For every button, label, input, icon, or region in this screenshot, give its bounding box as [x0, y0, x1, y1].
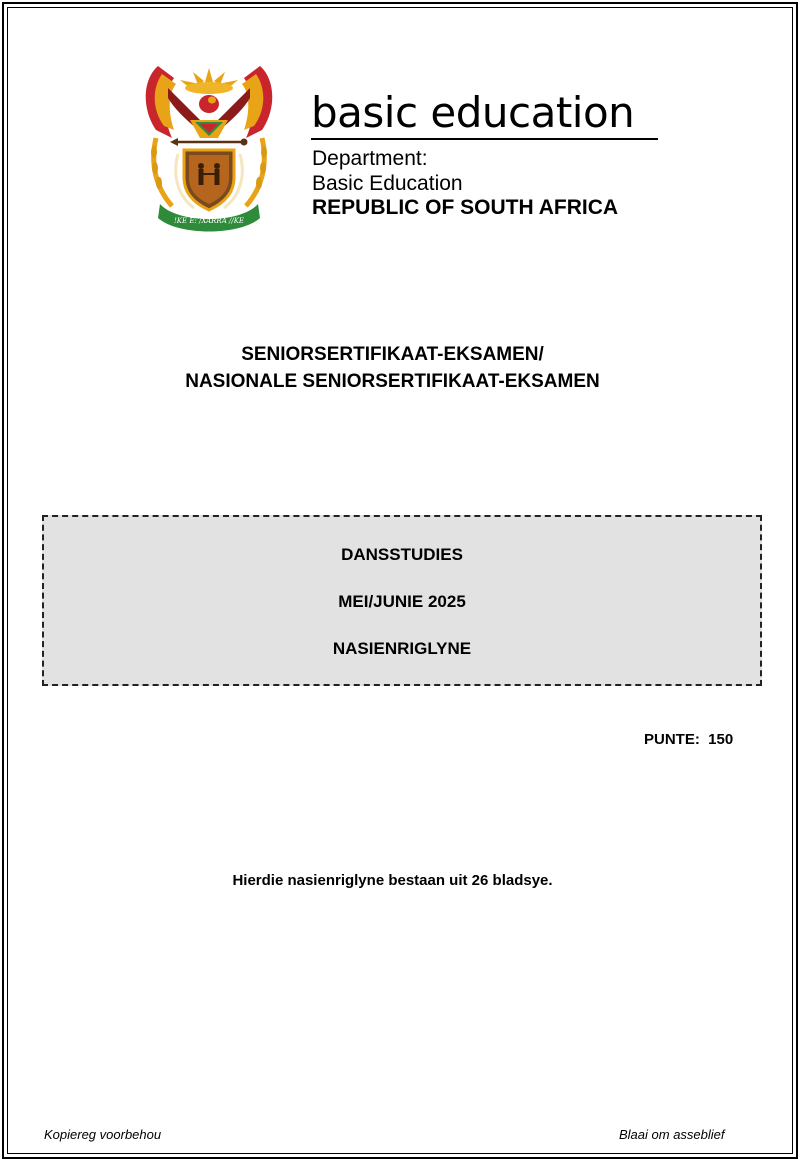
department-label: Department: [312, 147, 428, 170]
total-marks: PUNTE: 150 [644, 731, 734, 748]
footer-turn-page: Blaai om asseblief [619, 1127, 725, 1142]
document-type: NASIENRIGLYNE [332, 639, 472, 658]
crest-motto: !KE E: /XARRA //KE [173, 217, 245, 225]
brand-title: basic education [311, 88, 635, 137]
department-name: Basic Education [312, 172, 463, 195]
footer-copyright: Kopiereg voorbehou [44, 1127, 162, 1142]
exam-title-line-2: NASIONALE SENIORSERTIFIKAAT-EKSAMEN [185, 371, 600, 392]
subject-title: DANSSTUDIES [341, 545, 463, 564]
exam-title-line-1: SENIORSERTIFIKAAT-EKSAMEN/ [241, 344, 544, 365]
country-name: REPUBLIC OF SOUTH AFRICA [312, 196, 619, 219]
exam-details-box [42, 515, 762, 686]
brand-rule [311, 138, 658, 140]
exam-session: MEI/JUNIE 2025 [338, 592, 466, 611]
page-count-note: Hierdie nasienriglyne bestaan uit 26 bladsye. [232, 872, 553, 889]
coat-of-arms-logo [138, 58, 280, 234]
